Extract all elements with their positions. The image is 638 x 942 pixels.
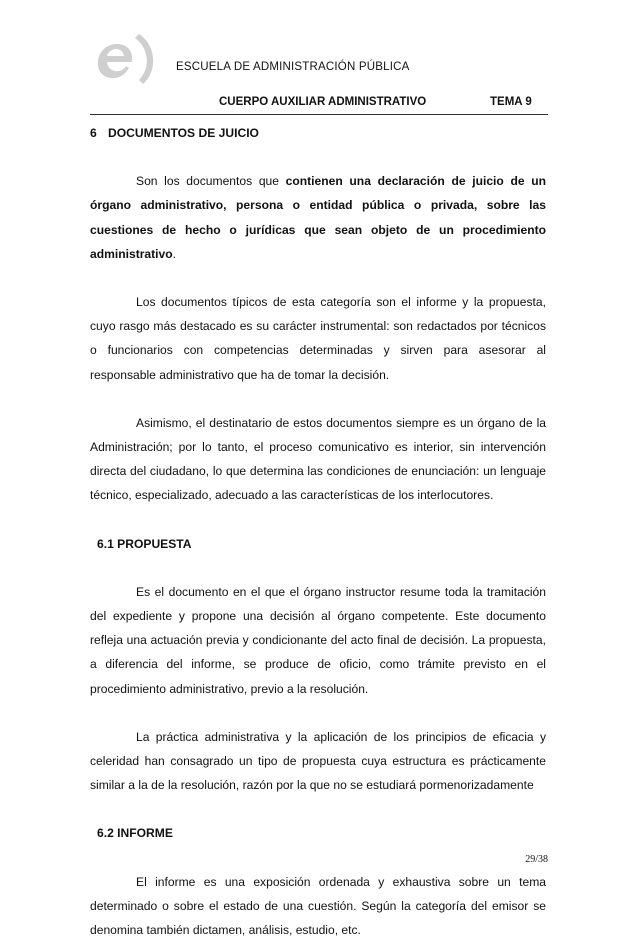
section-title: DOCUMENTOS DE JUICIO — [108, 126, 259, 140]
section-paragraph-2: Los documentos típicos de esta categoría son el informe y la propuesta, cuyo rasgo más destacado es su carácter instrumental: son redactados por técnicos o funcionarios con competencias determinadas y sirven para asesorar al responsable administrativo que ha de tomar la decisión. — [90, 295, 546, 382]
page-number: 29/38 — [525, 854, 548, 865]
school-name: ESCUELA DE ADMINISTRACIÓN PÚBLICA — [176, 61, 410, 73]
paragraph-text: Son los documentos que — [136, 174, 286, 189]
section-heading — [90, 121, 546, 145]
paragraph-bold-text: contienen una declaración de juicio de un órgano administrativo, persona o entidad pública o privada, sobre las cuestiones de hecho o jurídicas que sean objeto de un procedimiento administrativo — [90, 174, 546, 261]
header-rule — [90, 114, 548, 115]
propuesta-paragraph-1: Es el documento en el que el órgano instructor resume toda la tramitación del expediente y propone una decisión al órgano competente. Este documento refleja una actuación previa y condicionante del acto final de decisión. La propuesta, a diferencia del informe, se produce de oficio, como trámite previsto en el procedimiento administrativo, previo a la resolución. — [90, 584, 546, 696]
subsection-heading-propuesta: 6.1 PROPUESTA — [97, 536, 192, 551]
section-paragraph-3: Asimismo, el destinatario de estos documentos siempre es un órgano de la Administración; por lo tanto, el proceso comunicativo es interior, sin intervención directa del ciudadano, lo que determina las condiciones de enunciación: un lenguaje técnico, especializado, adecuado a las características de los interlocutores. — [90, 415, 546, 503]
page-content — [90, 121, 546, 942]
tema-label: TEMA 9 — [490, 96, 532, 108]
subsection-heading-informe: 6.2 INFORME — [97, 826, 173, 841]
escuela-logo — [95, 30, 165, 86]
section-paragraph-1 — [90, 169, 546, 266]
section-number: 6 — [90, 126, 97, 140]
informe-paragraph-1: El informe es una exposición ordenada y exhaustiva sobre un tema determinado o sobre el estado de una cuestión. Según la categoría del emisor se denomina también dictamen, análisis, estudio, etc. — [90, 874, 546, 938]
paragraph-text: . — [172, 246, 177, 261]
propuesta-paragraph-2: La práctica administrativa y la aplicación de los principios de eficacia y celeridad han consagrado un tipo de propuesta cuya estructura es prácticamente similar a la de la resolución, razón por la que no se estudiará pormenorizadamente — [90, 729, 546, 793]
corps-title: CUERPO AUXILIAR ADMINISTRATIVO — [219, 96, 427, 108]
